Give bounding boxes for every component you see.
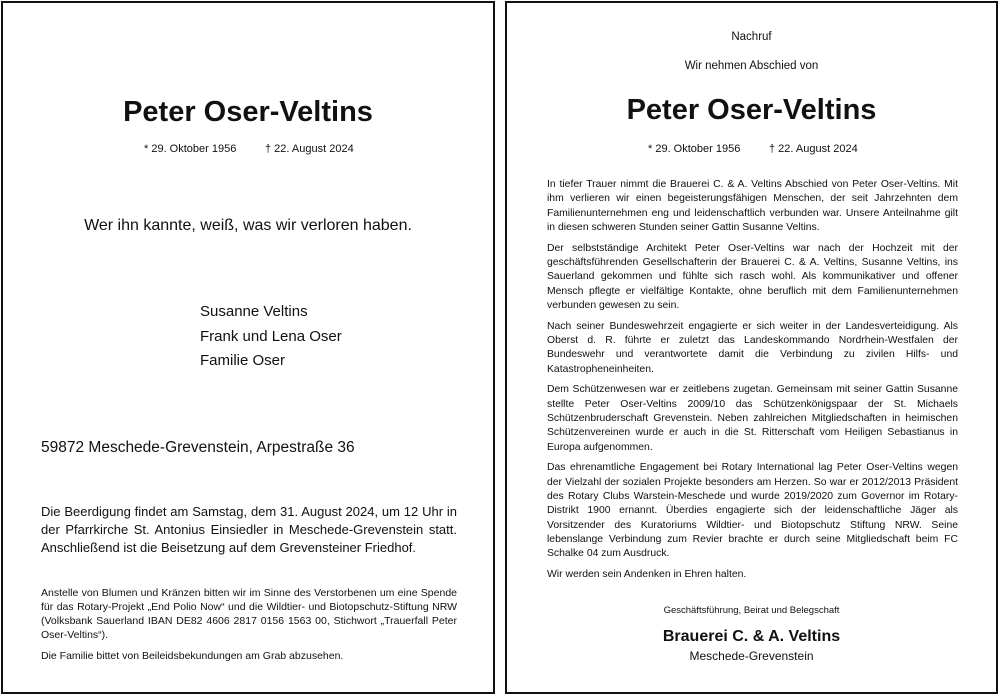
funeral-notice: Die Beerdigung findet am Samstag, dem 31. August 2024, um 12 Uhr in der Pfarrkirche St. Antonius Einsiedler in Meschede-Grevenstein statt. Anschließend ist die Beisetzung auf dem Grevensteiner Friedhof. xyxy=(41,504,457,555)
company-city: Meschede-Grevenstein xyxy=(689,649,814,663)
death-date: † 22. August 2024 xyxy=(265,143,354,155)
mourner-name: Susanne Veltins xyxy=(200,303,308,320)
obituary-paragraph: Das ehrenamtliche Engagement bei Rotary International lag Peter Oser-Veltins wegen der Vielzahl der sozialen Projekte besonders am Herzen. So war er 2012/2013 Präsident des Rotary Clubs Warstein-Meschede und wurde 2019/2020 zum Governor im Rotary-Distrikt 1900 ernannt. Überdies engagierte sich der leidenschaftliche Jäger als Vorsitzender des Kuratoriums Wildtier- und Biotopschutz Stiftung NRW. Seine lebenslange Verbindung zum Revier brachte er durch seine Mitgliedschaft beim FC Schalke 04 zum Ausdruck. xyxy=(547,462,958,560)
family-obituary-panel xyxy=(1,1,495,694)
obituary-text xyxy=(547,178,958,589)
obituary-paragraph: Dem Schützenwesen war er zeitlebens zugetan. Gemeinsam mit seiner Gattin Susanne stellte Peter Oser-Veltins 2009/10 das Schützenkönigspaar der St. Michaels Schützenbruderschaft Grevenstein. Neben zahlreichen Mitgliedschaften in heimischen Schützenvereinen wurde er auch in die St. Ritterschaft vom Heiligen Sebastianus in Europa aufgenommen. xyxy=(547,384,958,453)
deceased-name: Peter Oser-Veltins xyxy=(123,96,373,128)
farewell-line: Wir nehmen Abschied von xyxy=(684,60,819,72)
mourner-name: Frank und Lena Oser xyxy=(200,327,342,345)
birth-date: * 29. Oktober 1956 xyxy=(144,143,237,155)
family-address: 59872 Meschede-Grevenstein, Arpestraße 36 xyxy=(41,439,355,456)
obituary-heading: Nachruf xyxy=(731,31,772,43)
condolence-notice: Die Familie bittet von Beileidsbekundungen am Grab abzusehen. xyxy=(41,650,344,662)
memorial-quote: Wer ihn kannte, weiß, was wir verloren haben. xyxy=(84,217,412,234)
obituary-paragraph: Der selbstständige Architekt Peter Oser-Veltins war nach der Hochzeit mit der geschäftsführenden Gesellschafterin der Brauerei C. & A. Veltins, Susanne Veltins, ins Sauerland gekommen und fühlte sich rasch wohl. Als kommunikativer und offener Mensch pflegte er vielfältige Kontakte, ohne beruflich mit dem Familienunternehmen verbunden gewesen zu sein. xyxy=(547,242,958,311)
obituary-paragraph: In tiefer Trauer nimmt die Brauerei C. & A. Veltins Abschied von Peter Oser-Veltins. Mit ihm verlieren wir einen begeisterungsfähigen Menschen, der seit Jahrzehnten dem Familienunternehmen eng und leidenschaftlich verbunden war. Unsere Anteilnahme gilt in diesen schweren Stunden seiner Gattin Susanne Veltins. xyxy=(547,179,958,233)
company-obituary-panel xyxy=(505,1,998,694)
company-name: Brauerei C. & A. Veltins xyxy=(662,628,841,645)
deceased-name: Peter Oser-Veltins xyxy=(626,94,877,126)
donation-notice: Anstelle von Blumen und Kränzen bitten wir im Sinne des Verstorbenen um eine Spende für das Rotary-Projekt „End Polio Now“ und die Wildtier- und Biotopschutz-Stiftung NRW (Volksbank Sauerland IBAN DE82 4606 2817 0156 1563 00, Stichwort „Trauerfall Peter Oser-Veltins“). xyxy=(41,587,457,641)
mourners-list xyxy=(200,300,342,374)
birth-date: * 29. Oktober 1956 xyxy=(648,143,741,155)
obituary-paragraph: Nach seiner Bundeswehrzeit engagierte er sich weiter in der Landesverteidigung. Als Oberst d. R. führte er zuletzt das Landeskommando Nordrhein-Westfalen der Bundeswehr und verantwortete damit die Verbindung zu zivilen Hilfs- und Katastropheneinheiten. xyxy=(547,320,958,375)
obituary-paragraph: Wir werden sein Andenken in Ehren halten. xyxy=(547,568,747,580)
death-date: † 22. August 2024 xyxy=(769,143,858,155)
mourner-name: Familie Oser xyxy=(200,352,286,369)
signature-header: Geschäftsführung, Beirat und Belegschaft xyxy=(663,605,840,616)
